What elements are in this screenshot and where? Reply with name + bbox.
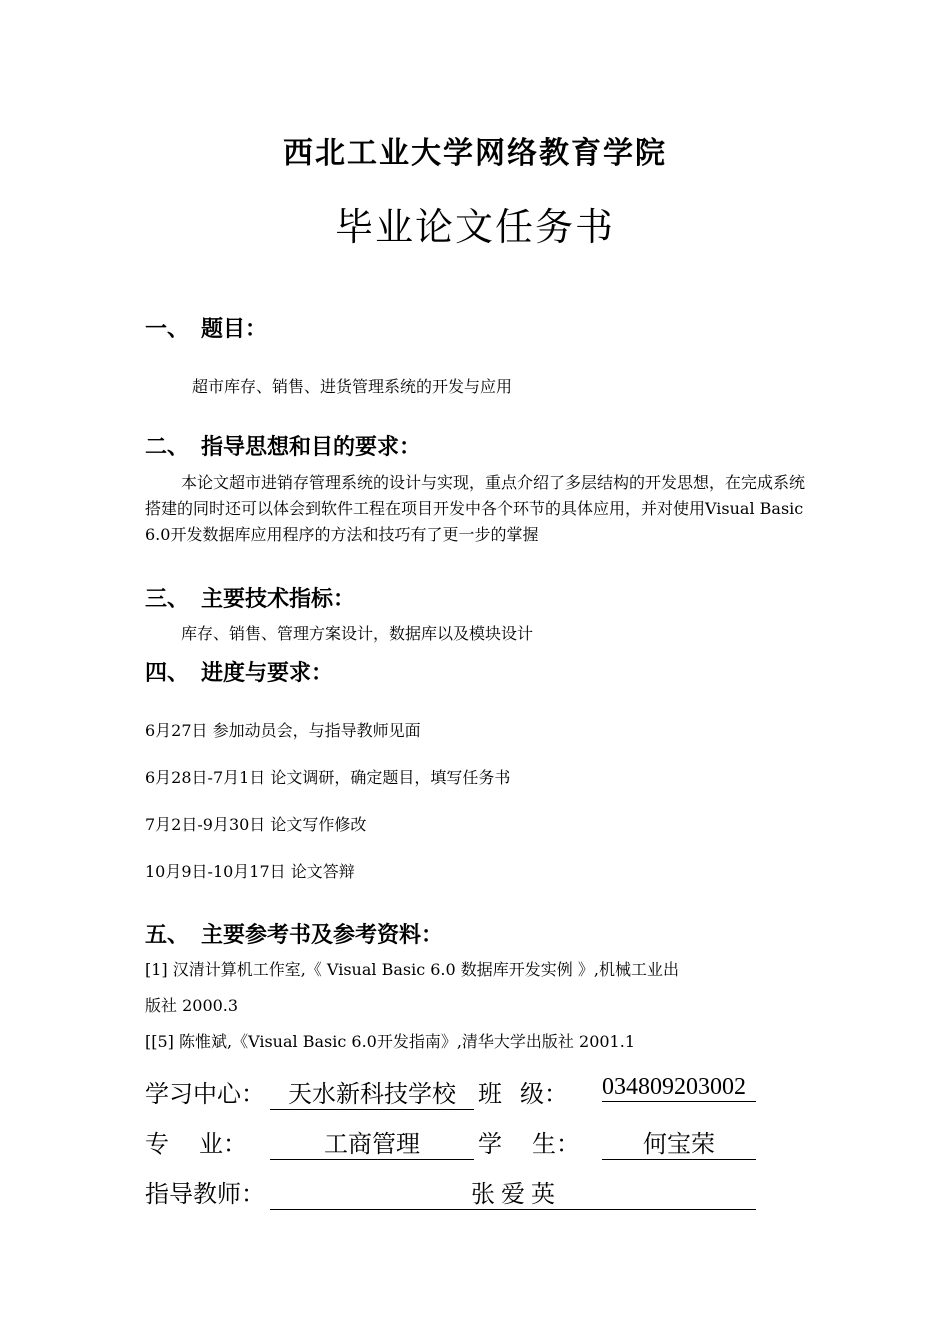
thesis-topic: 超市库存、销售、进货管理系统的开发与应用 (192, 377, 513, 396)
schedule-item: 7月2日-9月30日 论文写作修改 (145, 815, 367, 834)
document-title: 毕业论文任务书 (334, 205, 615, 249)
advisor-label: 指导教师： (145, 1182, 265, 1208)
schedule-item: 10月9日-10月17日 论文答辩 (145, 862, 355, 881)
section-1-number: 一、 (145, 317, 190, 342)
major-label-text: 专 业： (145, 1132, 247, 1158)
section-1-heading (145, 312, 267, 343)
learning-center-value: 天水新科技学校 (270, 1074, 474, 1110)
learning-center-label: 学习中心： (145, 1082, 265, 1108)
section-2-number: 二、 (145, 435, 190, 460)
section-2-heading (145, 430, 421, 461)
student-label (478, 1124, 580, 1159)
major-value: 工商管理 (270, 1124, 474, 1160)
reference-1-line-1: [1] 汉清计算机工作室,《 Visual Basic 6.0 数据库开发实例 》,机械工业出 (145, 960, 679, 979)
section-2-title: 指导思想和目的要求： (201, 435, 422, 460)
section-4-title: 进度与要求： (201, 661, 334, 686)
schedule-item: 6月28日-7月1日 论文调研，确定题目，填写任务书 (145, 768, 511, 787)
section-5-heading (145, 918, 443, 949)
section-3-number: 三、 (145, 587, 190, 612)
section-5-number: 五、 (145, 923, 190, 948)
section-3-heading (145, 582, 355, 613)
advisor-value: 张 爱 英 (270, 1174, 756, 1210)
section-4-number: 四、 (145, 661, 190, 686)
technical-indicators: 库存、销售、管理方案设计，数据库以及模块设计 (181, 624, 534, 643)
reference-2: [[5] 陈惟斌,《Visual Basic 6.0开发指南》,清华大学出版社 2001.1 (145, 1032, 636, 1051)
section-5-title: 主要参考书及参考资料： (201, 923, 444, 948)
guidance-paragraph: 本论文超市进销存管理系统的设计与实现，重点介绍了多层结构的开发思想，在完成系统搭建的同时还可以体会到软件工程在项目开发中各个环节的具体应用，并对使用Visual Basic 6.0开发数据库应用程序的方法和技巧有了更一步的掌握 (145, 473, 806, 544)
class-value: 034809203002 (602, 1074, 756, 1102)
section-4-heading (145, 656, 333, 687)
school-name: 西北工业大学网络教育学院 (283, 136, 667, 171)
class-label-text: 班 级： (478, 1082, 568, 1108)
student-label-text: 学 生： (478, 1132, 580, 1158)
class-label (478, 1074, 568, 1109)
section-3-title: 主要技术指标： (201, 587, 356, 612)
schedule-item: 6月27日 参加动员会，与指导教师见面 (145, 721, 421, 740)
section-1-title: 题目： (201, 317, 268, 342)
reference-1-line-2: 版社 2000.3 (145, 996, 239, 1015)
major-label (145, 1124, 247, 1159)
student-value: 何宝荣 (602, 1124, 756, 1160)
